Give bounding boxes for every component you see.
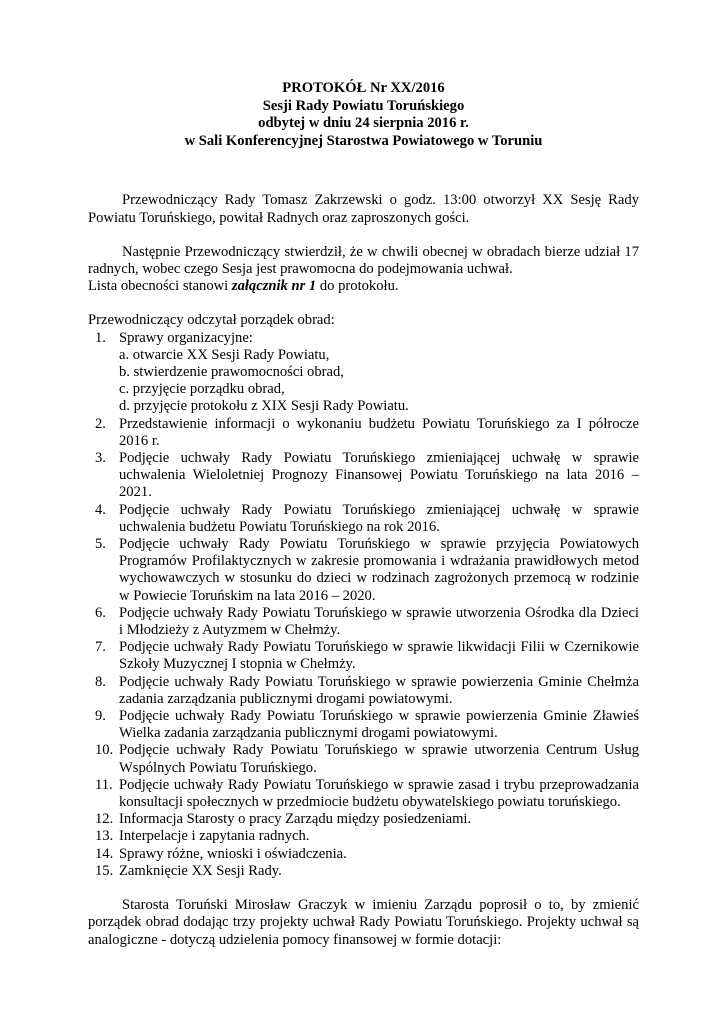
- agenda-item-text: Podjęcie uchwały Rady Powiatu Toruńskiego w sprawie przyjęcia Powiatowych Programów Profilaktycznych w zakresie promowania i wdrażania prawidłowych metod wychowawczych w stosunku do dzieci w rodzinach zagrożonych przemocą w rodzinie w Powiecie Toruńskim na lata 2016 – 2020.: [119, 536, 639, 604]
- agenda-item-body: [119, 605, 639, 639]
- agenda-item-body: [119, 330, 639, 416]
- agenda-item: [88, 536, 639, 605]
- agenda-item-body: [119, 846, 639, 863]
- agenda-item-text: Zamknięcie XX Sesji Rady.: [119, 862, 282, 879]
- spacer: [88, 295, 639, 312]
- agenda-item: [88, 777, 639, 811]
- agenda-item-number: 4.: [95, 501, 106, 518]
- attachment-reference: załącznik nr 1: [231, 278, 317, 295]
- agenda-subitem: b. stwierdzenie prawomocności obrad,: [119, 364, 344, 380]
- protocol-header: [88, 80, 639, 150]
- agenda-item-number: 12.: [95, 811, 114, 828]
- attendance-text-after: do protokołu.: [316, 278, 399, 295]
- agenda-item: [88, 828, 639, 845]
- agenda-item-number: 2.: [95, 415, 106, 432]
- agenda-item-text: Przedstawienie informacji o wykonaniu budżetu Powiatu Toruńskiego za I półrocze 2016 r.: [119, 415, 639, 449]
- agenda-item-body: [119, 742, 639, 776]
- agenda-item-body: [119, 502, 639, 536]
- closing-paragraph: Starosta Toruński Mirosław Graczyk w imieniu Zarządu poprosił o to, by zmienić porządek obrad dodając trzy projekty uchwał Rady Powiatu Toruńskiego. Projekty uchwał są analogiczne - dotyczą udzielenia pomocy finansowej w formie dotacji:: [88, 897, 639, 948]
- agenda-item-number: 14.: [95, 845, 114, 862]
- agenda-item: [88, 863, 639, 880]
- protocol-session-line: Sesji Rady Powiatu Toruńskiego: [262, 97, 465, 114]
- agenda-item-text: Interpelacje i zapytania radnych.: [119, 828, 310, 845]
- spacer: [88, 227, 639, 244]
- agenda-item-number: 6.: [95, 604, 106, 621]
- agenda-item-text: Podjęcie uchwały Rady Powiatu Toruńskiego w sprawie powierzenia Gminie Zławieś Wielka zadania zarządzania publicznymi drogami powiatowymi.: [119, 708, 639, 742]
- agenda-sublist: [119, 347, 639, 416]
- quorum-paragraph: Następnie Przewodniczący stwierdził, że w chwili obecnej w obradach bierze udział 17 radnych, wobec czego Sesja jest prawomocna do podejmowania uchwał.: [88, 243, 639, 277]
- agenda-item-text: Podjęcie uchwały Rady Powiatu Toruńskiego zmieniającej uchwałę w sprawie uchwalenia budżetu Powiatu Toruńskiego na rok 2016.: [119, 501, 639, 535]
- agenda-item-number: 11.: [95, 776, 113, 793]
- agenda-item: [88, 416, 639, 450]
- agenda-item-number: 10.: [95, 742, 114, 759]
- agenda-item: [88, 674, 639, 708]
- attendance-text-before: Lista obecności stanowi: [88, 278, 232, 295]
- agenda-item-body: [119, 639, 639, 673]
- agenda-item-text: Podjęcie uchwały Rady Powiatu Toruńskiego w sprawie utworzenia Centrum Usług Wspólnych Powiatu Toruńskiego.: [119, 742, 639, 776]
- agenda-item: [88, 811, 639, 828]
- agenda-item-body: [119, 811, 639, 828]
- agenda-item-number: 13.: [95, 828, 114, 845]
- agenda-item-body: [119, 708, 639, 742]
- agenda-item: [88, 450, 639, 502]
- agenda-item-text: Podjęcie uchwały Rady Powiatu Toruńskiego zmieniającej uchwałę w sprawie uchwalenia Wieloletniej Prognozy Finansowej Powiatu Toruńskiego na lata 2016 – 2021.: [119, 450, 639, 501]
- spacer: [88, 880, 639, 897]
- agenda-subitem: d. przyjęcie protokołu z XIX Sesji Rady Powiatu.: [119, 398, 409, 415]
- agenda-item-text: Podjęcie uchwały Rady Powiatu Toruńskiego w sprawie zasad i trybu przeprowadzania konsultacji społecznych w przedmiocie budżetu obywatelskiego powiatu toruńskiego.: [119, 776, 639, 811]
- agenda-item-number: 9.: [95, 708, 106, 725]
- agenda-item: [88, 639, 639, 673]
- agenda-item-body: [119, 828, 639, 845]
- agenda-item-number: 8.: [95, 673, 106, 690]
- agenda-item-text: Sprawy organizacyjne:: [119, 329, 253, 346]
- agenda-item: [88, 708, 639, 742]
- agenda-item-body: [119, 536, 639, 605]
- opening-paragraph: Przewodniczący Rady Tomasz Zakrzewski o godz. 13:00 otworzył XX Sesję Rady Powiatu Toruńskiego, powitał Radnych oraz zaproszonych gości.: [88, 192, 639, 226]
- protocol-venue-line: w Sali Konferencyjnej Starostwa Powiatowego w Toruniu: [184, 132, 543, 149]
- agenda-item-number: 1.: [95, 329, 106, 346]
- agenda-item-number: 5.: [95, 536, 106, 553]
- protocol-date-line: odbytej w dniu 24 sierpnia 2016 r.: [258, 115, 469, 132]
- agenda-subitem: c. przyjęcie porządku obrad,: [119, 381, 285, 398]
- agenda-subitem: a. otwarcie XX Sesji Rady Powiatu,: [119, 346, 330, 363]
- agenda-item-number: 15.: [95, 862, 114, 879]
- protocol-title: PROTOKÓŁ Nr XX/2016: [282, 80, 445, 96]
- agenda-item-body: [119, 416, 639, 450]
- agenda-item-text: Podjęcie uchwały Rady Powiatu Toruńskiego w sprawie utworzenia Ośrodka dla Dzieci i Młodzieży z Autyzmem w Chełmży.: [119, 604, 639, 639]
- agenda-item-body: [119, 674, 639, 708]
- agenda-item-number: 3.: [95, 450, 106, 467]
- agenda-item: [88, 846, 639, 863]
- agenda-item-text: Sprawy różne, wnioski i oświadczenia.: [119, 845, 347, 862]
- spacer: [88, 150, 639, 192]
- agenda-list: [88, 330, 639, 881]
- agenda-item-text: Informacja Starosty o pracy Zarządu między posiedzeniami.: [119, 811, 472, 828]
- agenda-item-body: [119, 777, 639, 811]
- attendance-paragraph: [88, 278, 639, 295]
- agenda-item-text: Podjęcie uchwały Rady Powiatu Toruńskiego w sprawie likwidacji Filii w Czernikowie Szkoły Muzycznej I stopnia w Chełmży.: [119, 639, 639, 673]
- agenda-item: [88, 742, 639, 776]
- agenda-item: [88, 502, 639, 536]
- agenda-item-body: [119, 450, 639, 502]
- document-page: [88, 80, 639, 949]
- agenda-lead: Przewodniczący odczytał porządek obrad:: [88, 312, 335, 329]
- agenda-item-body: [119, 863, 639, 880]
- agenda-item: [88, 330, 639, 416]
- agenda-item-text: Podjęcie uchwały Rady Powiatu Toruńskiego w sprawie powierzenia Gminie Chełmża zadania zarządzania publicznymi drogami powiatowymi.: [119, 673, 639, 707]
- agenda-item-number: 7.: [95, 639, 106, 656]
- agenda-item: [88, 605, 639, 639]
